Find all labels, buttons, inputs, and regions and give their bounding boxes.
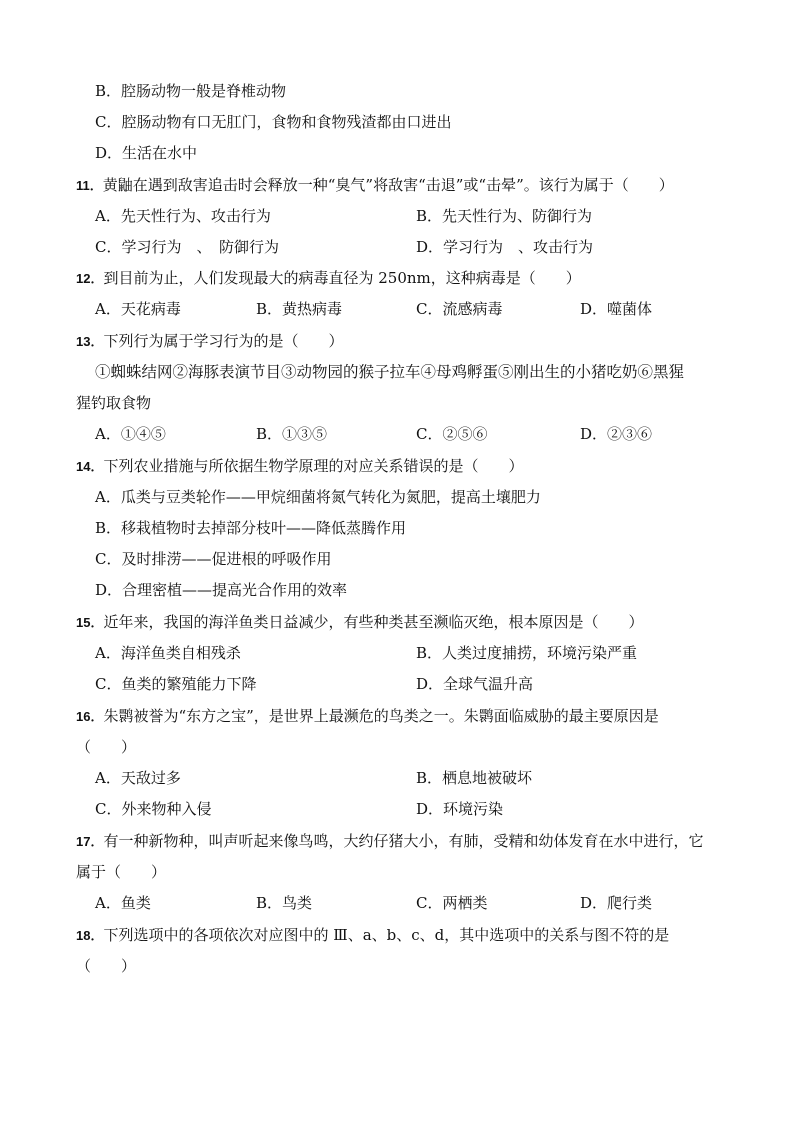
question-stem: 下列行为属于学习行为的是（ ） (103, 332, 344, 350)
question-14 (76, 456, 523, 477)
q14-option-c: C．及时排涝——促进根的呼吸作用 (95, 550, 332, 568)
q11-option-a: A．先天性行为、攻击行为 (95, 207, 271, 225)
q12-option-a: A．天花病毒 (95, 300, 181, 318)
q15-option-d: D．全球气温升高 (416, 675, 534, 693)
q17-option-b: B．鸟类 (256, 894, 313, 912)
question-stem: 到目前为止，人们发现最大的病毒直径为 250nm，这种病毒是（ ） (103, 269, 581, 287)
q14-option-b: B．移栽植物时去掉部分枝叶——降低蒸腾作用 (95, 519, 407, 537)
question-number: 14． (76, 459, 104, 474)
q16-option-b: B．栖息地被破坏 (416, 769, 533, 787)
question-18 (76, 925, 669, 946)
question-number: 18． (76, 928, 104, 943)
q17-option-a: A．鱼类 (95, 894, 151, 912)
q17-option-d: D．爬行类 (580, 894, 653, 912)
q12-option-d: D．噬菌体 (580, 300, 653, 318)
q14-option-a: A．瓜类与豆类轮作——甲烷细菌将氮气转化为氮肥，提高土壤肥力 (95, 488, 541, 506)
question-stem: 朱鹮被誉为“东方之宝”，是世界上最濒危的鸟类之一。朱鹮面临威胁的最主要原因是 (103, 707, 659, 725)
q10-option-c: C．腔肠动物有口无肛门，食物和食物残渣都由口进出 (95, 113, 452, 131)
q17-option-c: C．两栖类 (416, 894, 488, 912)
q13-option-a: A．①④⑤ (95, 425, 166, 443)
q13-items-line1: ①蜘蛛结网②海豚表演节目③动物园的猴子拉车④母鸡孵蛋⑤刚出生的小猪吃奶⑥黑猩 (95, 363, 685, 381)
q13-option-c: C．②⑤⑥ (416, 425, 488, 443)
question-17 (76, 831, 703, 852)
q15-option-b: B．人类过度捕捞，环境污染严重 (416, 644, 638, 662)
q15-option-c: C．鱼类的繁殖能力下降 (95, 675, 257, 693)
q10-option-d: D．生活在水中 (95, 144, 198, 162)
question-number: 13． (76, 334, 104, 349)
q11-option-c: C．学习行为 、 防御行为 (95, 238, 279, 256)
question-number: 16． (76, 709, 104, 724)
question-11 (76, 175, 674, 196)
q12-option-b: B．黄热病毒 (256, 300, 343, 318)
question-16 (76, 706, 659, 727)
question-stem: 下列选项中的各项依次对应图中的 Ⅲ、a、b、c、d，其中选项中的关系与图不符的是 (103, 926, 670, 944)
question-number: 12． (76, 271, 104, 286)
q13-option-d: D．②③⑥ (580, 425, 653, 443)
q13-items-line2: 猩钓取食物 (76, 394, 152, 412)
q12-option-c: C．流感病毒 (416, 300, 503, 318)
q16-option-c: C．外来物种入侵 (95, 800, 212, 818)
q17-stem-line2: 属于（ ） (76, 863, 167, 881)
q13-option-b: B．①③⑤ (256, 425, 328, 443)
q11-option-d: D．学习行为 、攻击行为 (416, 238, 594, 256)
question-13 (76, 331, 343, 352)
q16-option-d: D．环境污染 (416, 800, 504, 818)
q11-option-b: B．先天性行为、防御行为 (416, 207, 593, 225)
q15-option-a: A．海洋鱼类自相残杀 (95, 644, 241, 662)
question-stem: 黄鼬在遇到敌害追击时会释放一种“臭气”将敌害“击退”或“击晕”。该行为属于（ ） (102, 176, 674, 194)
question-stem: 近年来，我国的海洋鱼类日益减少，有些种类甚至濒临灭绝，根本原因是（ ） (103, 613, 644, 631)
q14-option-d: D．合理密植——提高光合作用的效率 (95, 581, 348, 599)
question-number: 11． (76, 178, 103, 193)
question-number: 15． (76, 615, 104, 630)
q18-stem-line2: （ ） (76, 957, 137, 975)
question-15 (76, 612, 643, 633)
question-number: 17． (76, 834, 104, 849)
q16-option-a: A．天敌过多 (95, 769, 181, 787)
q10-option-b: B．腔肠动物一般是脊椎动物 (95, 82, 287, 100)
q16-stem-line2: （ ） (76, 738, 137, 756)
question-stem: 有一种新物种，叫声听起来像鸟鸣，大约仔猪大小，有肺，受精和幼体发育在水中进行，它 (103, 832, 704, 850)
question-stem: 下列农业措施与所依据生物学原理的对应关系错误的是（ ） (103, 457, 524, 475)
question-12 (76, 268, 581, 289)
